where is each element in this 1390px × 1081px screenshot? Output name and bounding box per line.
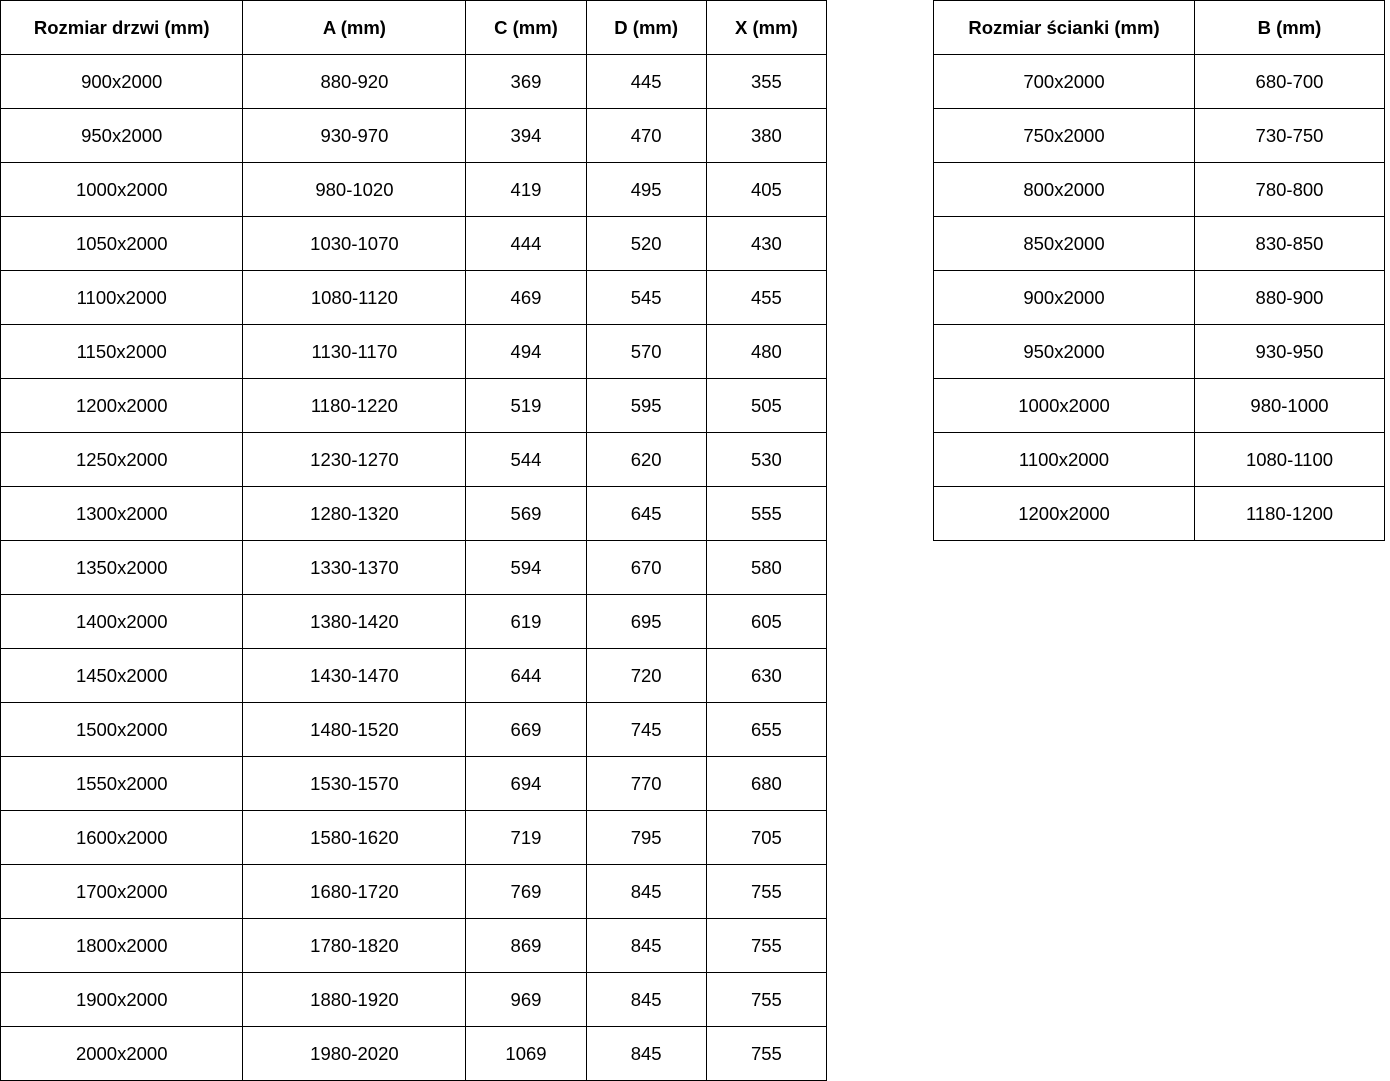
table-cell: 719 [466, 811, 586, 865]
table-row [1, 379, 827, 433]
table-cell: 1000x2000 [1, 163, 243, 217]
table-cell: 830-850 [1195, 217, 1385, 271]
table-cell: 1680-1720 [243, 865, 466, 919]
table-cell: 1550x2000 [1, 757, 243, 811]
table-cell: 1250x2000 [1, 433, 243, 487]
table-row [1, 217, 827, 271]
table-row [1, 487, 827, 541]
table-cell: 869 [466, 919, 586, 973]
column-header-a: A (mm) [243, 1, 466, 55]
table-cell: 655 [706, 703, 826, 757]
table-cell: 1280-1320 [243, 487, 466, 541]
table-cell: 555 [706, 487, 826, 541]
table-cell: 1300x2000 [1, 487, 243, 541]
table-cell: 1880-1920 [243, 973, 466, 1027]
table-cell: 505 [706, 379, 826, 433]
table-cell: 900x2000 [934, 271, 1195, 325]
column-header-b: B (mm) [1195, 1, 1385, 55]
column-header-x: X (mm) [706, 1, 826, 55]
table-row [1, 271, 827, 325]
table-cell: 619 [466, 595, 586, 649]
table-cell: 644 [466, 649, 586, 703]
table-cell: 630 [706, 649, 826, 703]
table-cell: 750x2000 [934, 109, 1195, 163]
table-cell: 355 [706, 55, 826, 109]
table-cell: 1450x2000 [1, 649, 243, 703]
table-cell: 570 [586, 325, 706, 379]
table-cell: 730-750 [1195, 109, 1385, 163]
table-cell: 795 [586, 811, 706, 865]
table-cell: 1180-1200 [1195, 487, 1385, 541]
table-cell: 470 [586, 109, 706, 163]
table-cell: 695 [586, 595, 706, 649]
table-row [934, 325, 1385, 379]
table-cell: 1900x2000 [1, 973, 243, 1027]
table-row [1, 919, 827, 973]
table-row [1, 325, 827, 379]
table-cell: 880-920 [243, 55, 466, 109]
table-cell: 845 [586, 865, 706, 919]
table-cell: 1100x2000 [934, 433, 1195, 487]
table-cell: 480 [706, 325, 826, 379]
table-cell: 1150x2000 [1, 325, 243, 379]
table-cell: 980-1020 [243, 163, 466, 217]
table-cell: 419 [466, 163, 586, 217]
table-cell: 430 [706, 217, 826, 271]
table-cell: 680-700 [1195, 55, 1385, 109]
table-cell: 494 [466, 325, 586, 379]
table-row [1, 433, 827, 487]
table-row [934, 433, 1385, 487]
table-row [1, 163, 827, 217]
table-cell: 755 [706, 919, 826, 973]
table-cell: 769 [466, 865, 586, 919]
table-cell: 2000x2000 [1, 1027, 243, 1081]
table-cell: 1430-1470 [243, 649, 466, 703]
table-cell: 380 [706, 109, 826, 163]
table-cell: 495 [586, 163, 706, 217]
table-row [1, 811, 827, 865]
table-row [1, 973, 827, 1027]
table-cell: 1200x2000 [1, 379, 243, 433]
table-cell: 444 [466, 217, 586, 271]
table-cell: 1000x2000 [934, 379, 1195, 433]
table-row [934, 109, 1385, 163]
table-row [934, 55, 1385, 109]
table-cell: 1080-1100 [1195, 433, 1385, 487]
table-cell: 880-900 [1195, 271, 1385, 325]
table-cell: 1400x2000 [1, 595, 243, 649]
table-cell: 520 [586, 217, 706, 271]
table-cell: 1180-1220 [243, 379, 466, 433]
table-cell: 645 [586, 487, 706, 541]
table-row [1, 541, 827, 595]
table-row [1, 1027, 827, 1081]
table-cell: 770 [586, 757, 706, 811]
table-cell: 1230-1270 [243, 433, 466, 487]
table-header-row [1, 1, 827, 55]
table-cell: 845 [586, 1027, 706, 1081]
table-cell: 445 [586, 55, 706, 109]
table-row [934, 271, 1385, 325]
table-cell: 930-950 [1195, 325, 1385, 379]
table-cell: 845 [586, 973, 706, 1027]
table-cell: 405 [706, 163, 826, 217]
table-cell: 845 [586, 919, 706, 973]
table-cell: 980-1000 [1195, 379, 1385, 433]
wall-size-table [933, 0, 1385, 541]
table-cell: 755 [706, 973, 826, 1027]
table-cell: 705 [706, 811, 826, 865]
table-cell: 595 [586, 379, 706, 433]
table-cell: 1030-1070 [243, 217, 466, 271]
table-cell: 569 [466, 487, 586, 541]
table-cell: 680 [706, 757, 826, 811]
table-row [934, 379, 1385, 433]
table-cell: 1069 [466, 1027, 586, 1081]
table-row [1, 595, 827, 649]
column-header-wall-size: Rozmiar ścianki (mm) [934, 1, 1195, 55]
table-cell: 800x2000 [934, 163, 1195, 217]
table-header-row [934, 1, 1385, 55]
table-cell: 544 [466, 433, 586, 487]
table-row [934, 217, 1385, 271]
table-cell: 1130-1170 [243, 325, 466, 379]
table-cell: 1380-1420 [243, 595, 466, 649]
table-cell: 694 [466, 757, 586, 811]
table-cell: 519 [466, 379, 586, 433]
table-cell: 950x2000 [1, 109, 243, 163]
table-cell: 1580-1620 [243, 811, 466, 865]
table-cell: 1330-1370 [243, 541, 466, 595]
table-cell: 530 [706, 433, 826, 487]
table-cell: 900x2000 [1, 55, 243, 109]
table-cell: 1200x2000 [934, 487, 1195, 541]
table-row [1, 703, 827, 757]
table-cell: 1350x2000 [1, 541, 243, 595]
table-cell: 1800x2000 [1, 919, 243, 973]
column-header-door-size: Rozmiar drzwi (mm) [1, 1, 243, 55]
table-cell: 394 [466, 109, 586, 163]
table-cell: 545 [586, 271, 706, 325]
table-cell: 670 [586, 541, 706, 595]
table-cell: 780-800 [1195, 163, 1385, 217]
table-cell: 1480-1520 [243, 703, 466, 757]
table-cell: 969 [466, 973, 586, 1027]
table-cell: 1700x2000 [1, 865, 243, 919]
table-cell: 1050x2000 [1, 217, 243, 271]
table-row [1, 649, 827, 703]
table-cell: 369 [466, 55, 586, 109]
table-row [1, 55, 827, 109]
table-cell: 620 [586, 433, 706, 487]
table-row [1, 757, 827, 811]
table-row [934, 487, 1385, 541]
table-cell: 1600x2000 [1, 811, 243, 865]
table-cell: 455 [706, 271, 826, 325]
table-row [934, 163, 1385, 217]
table-cell: 850x2000 [934, 217, 1195, 271]
table-row [1, 865, 827, 919]
table-cell: 1530-1570 [243, 757, 466, 811]
table-cell: 1980-2020 [243, 1027, 466, 1081]
table-cell: 1100x2000 [1, 271, 243, 325]
table-cell: 930-970 [243, 109, 466, 163]
table-cell: 1080-1120 [243, 271, 466, 325]
table-cell: 469 [466, 271, 586, 325]
table-cell: 755 [706, 865, 826, 919]
table-cell: 720 [586, 649, 706, 703]
table-cell: 700x2000 [934, 55, 1195, 109]
column-header-d: D (mm) [586, 1, 706, 55]
column-header-c: C (mm) [466, 1, 586, 55]
table-cell: 594 [466, 541, 586, 595]
table-cell: 1500x2000 [1, 703, 243, 757]
table-row [1, 109, 827, 163]
table-cell: 1780-1820 [243, 919, 466, 973]
table-cell: 580 [706, 541, 826, 595]
table-cell: 669 [466, 703, 586, 757]
table-cell: 745 [586, 703, 706, 757]
table-cell: 950x2000 [934, 325, 1195, 379]
table-cell: 755 [706, 1027, 826, 1081]
table-cell: 605 [706, 595, 826, 649]
